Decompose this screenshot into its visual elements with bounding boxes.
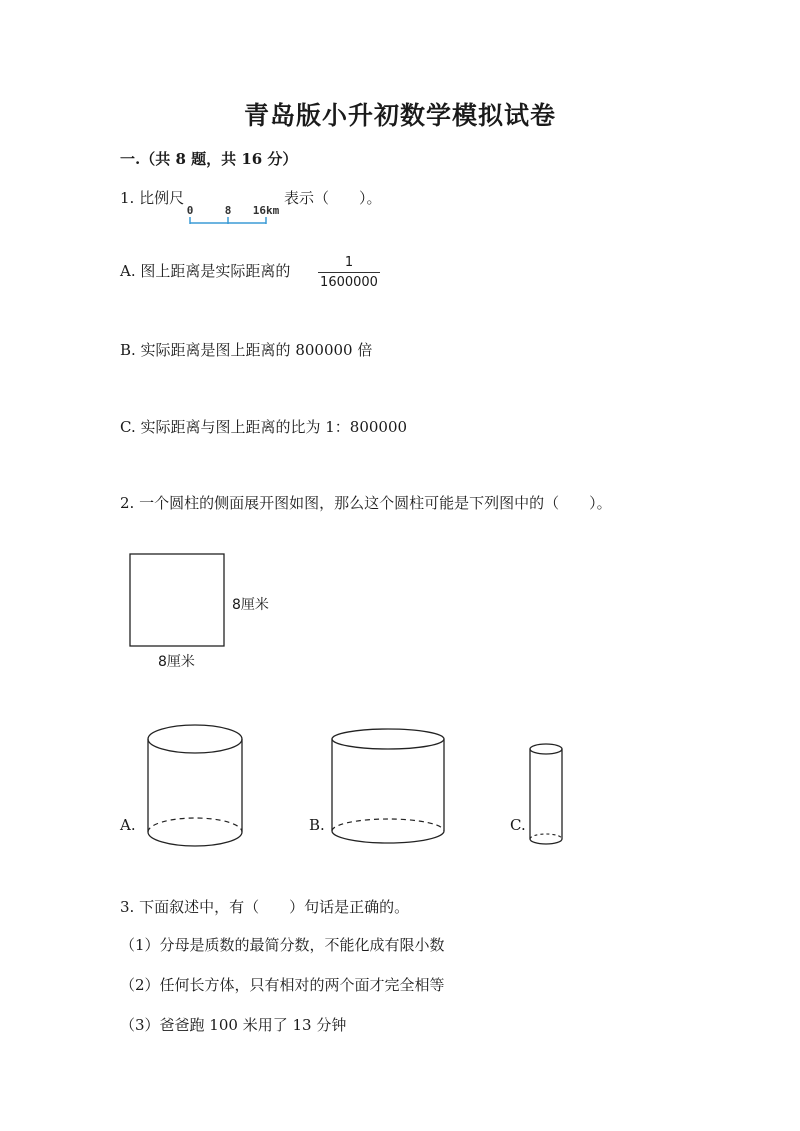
exam-title: 青岛版小升初数学模拟试卷 — [243, 101, 556, 130]
scale-bar-figure — [184, 200, 284, 228]
q2-stem: 2. 一个圆柱的侧面展开图如图，那么这个圆柱可能是下列图中的（ ）。 — [120, 494, 612, 512]
q1-option-a-fraction — [318, 256, 380, 289]
net-square — [130, 554, 224, 646]
q2-option-a-label: A. — [120, 816, 136, 834]
q1-stem-tail: 表示（ ）。 — [284, 189, 382, 207]
section-heading: 一.（共 8 题，共 16 分） — [120, 150, 298, 168]
square-side-label: 8厘米 — [232, 597, 269, 613]
cylinder-b — [325, 726, 455, 852]
q2-option-b-label: B. — [309, 816, 325, 834]
q1-option-b: B. 实际距离是图上距离的 800000 倍 — [120, 341, 373, 359]
q3-item-2: （2）任何长方体，只有相对的两个面才完全相等 — [120, 976, 445, 994]
q2-option-c-label: C. — [510, 816, 526, 834]
scale-tick-8: 8 — [224, 204, 232, 217]
cylinder-a — [140, 720, 250, 852]
fraction-numerator: 1 — [344, 255, 354, 270]
q1-option-c: C. 实际距离与图上距离的比为 1：800000 — [120, 418, 408, 436]
scale-tick-0: 0 — [186, 204, 194, 217]
square-bottom-label: 8厘米 — [158, 654, 195, 670]
fraction-denominator: 1600000 — [320, 275, 378, 290]
q1-option-a: A. 图上距离是实际距离的 — [120, 262, 291, 280]
q1-stem: 1. 比例尺 — [120, 189, 185, 207]
cylinder-c — [526, 740, 568, 850]
scale-tick-16km: 16km — [252, 204, 280, 217]
q3-item-1: （1）分母是质数的最简分数，不能化成有限小数 — [120, 936, 445, 954]
q3-item-3: （3）爸爸跑 100 米用了 13 分钟 — [120, 1016, 347, 1034]
q3-stem: 3. 下面叙述中，有（ ）句话是正确的。 — [120, 898, 410, 916]
